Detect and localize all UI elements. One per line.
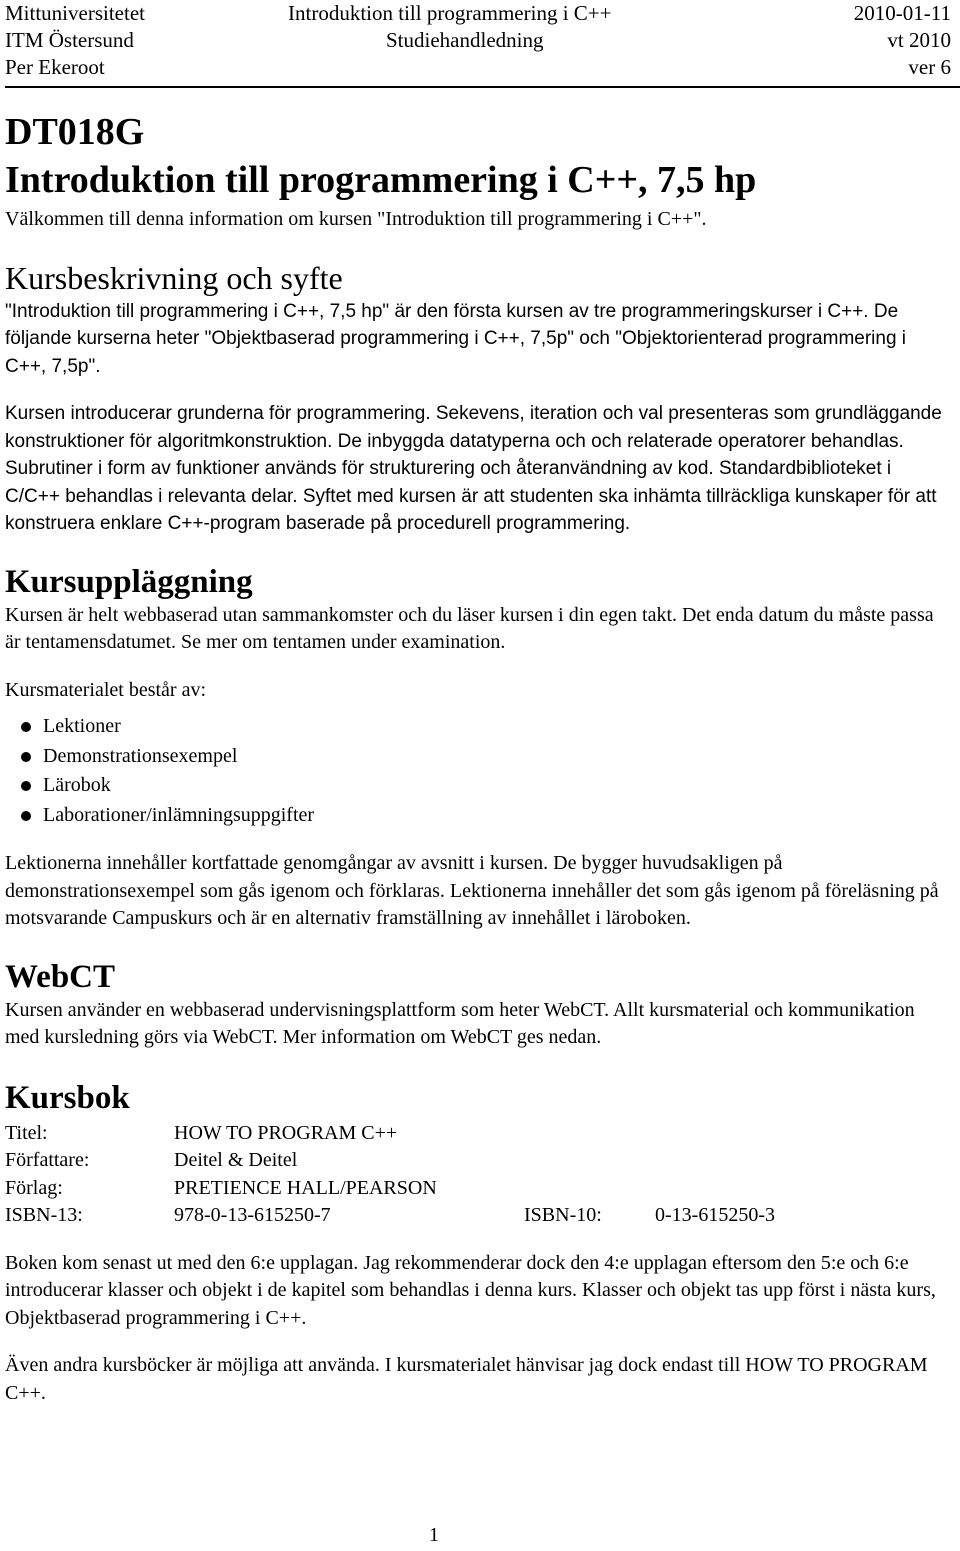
list-item-label: Lektioner bbox=[43, 715, 121, 737]
book-info-table bbox=[5, 1120, 775, 1230]
intro-paragraph: Välkommen till denna information om kursen "Introduktion till programmering i C++". bbox=[5, 208, 707, 230]
kursupplaggning-paragraph-1: Kursen är helt webbaserad utan sammankomster och du läser kursen i din egen takt. Det enda datum du måste passa är tentamensdatumet. Se mer om tentamen under examination. bbox=[5, 603, 934, 653]
book-publisher-value: PRETIENCE HALL/PEARSON bbox=[174, 1176, 437, 1199]
list-item bbox=[43, 771, 950, 801]
header-row-2 bbox=[5, 27, 951, 54]
section-heading-webct: WebCT bbox=[5, 958, 116, 995]
kursbeskrivning-paragraph-1: "Introduktion till programmering i C++, 7,5 hp" är den första kursen av tre programmeringskurser i C++. De följande kurserna heter "Objektbaserad programmering i C++, 7,5p" och "Objektorienterad programmering i C++, 7,5p". bbox=[5, 300, 907, 377]
header-row-3 bbox=[5, 54, 951, 81]
book-author-value: Deitel & Deitel bbox=[174, 1149, 298, 1171]
list-item bbox=[43, 712, 950, 742]
list-item bbox=[43, 742, 950, 772]
header-course-name: Introduktion till programmering i C++ bbox=[288, 1, 612, 25]
section-kursbeskrivning bbox=[5, 258, 950, 538]
material-list bbox=[5, 712, 950, 830]
isbn10-label: ISBN-10: bbox=[524, 1204, 602, 1226]
header-university: Mittuniversitetet bbox=[5, 1, 145, 25]
bullet-icon bbox=[21, 722, 31, 732]
page-header bbox=[5, 0, 951, 81]
header-version: ver 6 bbox=[908, 55, 951, 79]
header-divider bbox=[5, 86, 960, 88]
table-row bbox=[5, 1202, 775, 1230]
book-author-label: Författare: bbox=[5, 1149, 90, 1171]
book-title-value: HOW TO PROGRAM C++ bbox=[174, 1121, 398, 1144]
section-heading-kursbeskrivning: Kursbeskrivning och syfte bbox=[5, 259, 343, 296]
table-row bbox=[5, 1175, 775, 1203]
course-code: DT018G bbox=[5, 111, 145, 153]
bullet-icon bbox=[21, 752, 31, 762]
webct-paragraph: Kursen använder en webbaserad undervisningsplattform som heter WebCT. Allt kursmaterial och kommunikation med kursledning görs via WebCT. Mer information om WebCT ges nedan. bbox=[5, 998, 915, 1048]
section-heading-kursupplaggning: Kursuppläggning bbox=[5, 563, 253, 600]
section-kursbok bbox=[5, 1078, 950, 1408]
section-webct bbox=[5, 957, 950, 1052]
header-author: Per Ekeroot bbox=[5, 55, 105, 79]
header-term: vt 2010 bbox=[887, 28, 951, 52]
main-content bbox=[5, 108, 950, 1407]
book-publisher-label: Förlag: bbox=[5, 1176, 63, 1199]
list-item bbox=[43, 801, 950, 831]
header-row-1 bbox=[5, 0, 951, 27]
bullet-icon bbox=[21, 811, 31, 821]
header-department: ITM Östersund bbox=[5, 28, 134, 52]
kursupplaggning-paragraph-2: Lektionerna innehåller kortfattade genomgångar av avsnitt i kursen. De bygger huvudsakligen på demonstrationsexempel som gås igenom och förklaras. Lektionerna innehåller det som gås igenom på föreläsning på motsvarande Campuskurs och är en alternativ framställning av innehållet i läroboken. bbox=[5, 852, 939, 929]
isbn13-label: ISBN-13: bbox=[5, 1204, 83, 1226]
table-row bbox=[5, 1120, 775, 1148]
list-item-label: Lärobok bbox=[43, 774, 111, 796]
isbn13-value: 978-0-13-615250-7 bbox=[174, 1204, 331, 1226]
kursbeskrivning-paragraph-2: Kursen introducerar grunderna för programmering. Sekevens, iteration och val presenteras som grundläggande konstruktioner för algoritmkonstruktion. De inbyggda datatyperna och och relaterade operatorer behandlas. Subrutiner i form av funktioner används för strukturering och återanvändning av kod. Standardbiblioteket i C/C++ behandlas i relevanta delar. Syftet med kursen är att studenten ska inhämta tillräckliga kunskaper för att konstruera enklare C++-program baserade på procedurell programmering. bbox=[5, 403, 942, 534]
list-item-label: Laborationer/inlämningsuppgifter bbox=[43, 803, 315, 826]
course-title: Introduktion till programmering i C++, 7,5 hp bbox=[5, 159, 757, 201]
book-title-label: Titel: bbox=[5, 1121, 48, 1144]
isbn10-value: 0-13-615250-3 bbox=[655, 1204, 775, 1226]
material-list-intro: Kursmaterialet består av: bbox=[5, 678, 207, 701]
page-number: 1 bbox=[429, 1524, 439, 1546]
list-item-label: Demonstrationsexempel bbox=[43, 744, 238, 767]
header-doc-type: Studiehandledning bbox=[386, 28, 544, 52]
table-row bbox=[5, 1147, 775, 1175]
section-heading-kursbok: Kursbok bbox=[5, 1079, 130, 1116]
header-date: 2010-01-11 bbox=[853, 1, 951, 25]
kursbok-paragraph-1: Boken kom senast ut med den 6:e upplagan. Jag rekommenderar dock den 4:e upplagan eftersom den 5:e och 6:e introducerar klasser och objekt i de kapitel som behandlas i denna kurs. Klasser och objekt tas upp först i nästa kurs, Objektbaserad programmering i C++. bbox=[5, 1251, 936, 1329]
section-kursupplaggning bbox=[5, 562, 950, 933]
bullet-icon bbox=[21, 781, 31, 791]
kursbok-paragraph-2: Även andra kursböcker är möjliga att använda. I kursmaterialet hänvisar jag dock endast till HOW TO PROGRAM C++. bbox=[5, 1354, 928, 1404]
